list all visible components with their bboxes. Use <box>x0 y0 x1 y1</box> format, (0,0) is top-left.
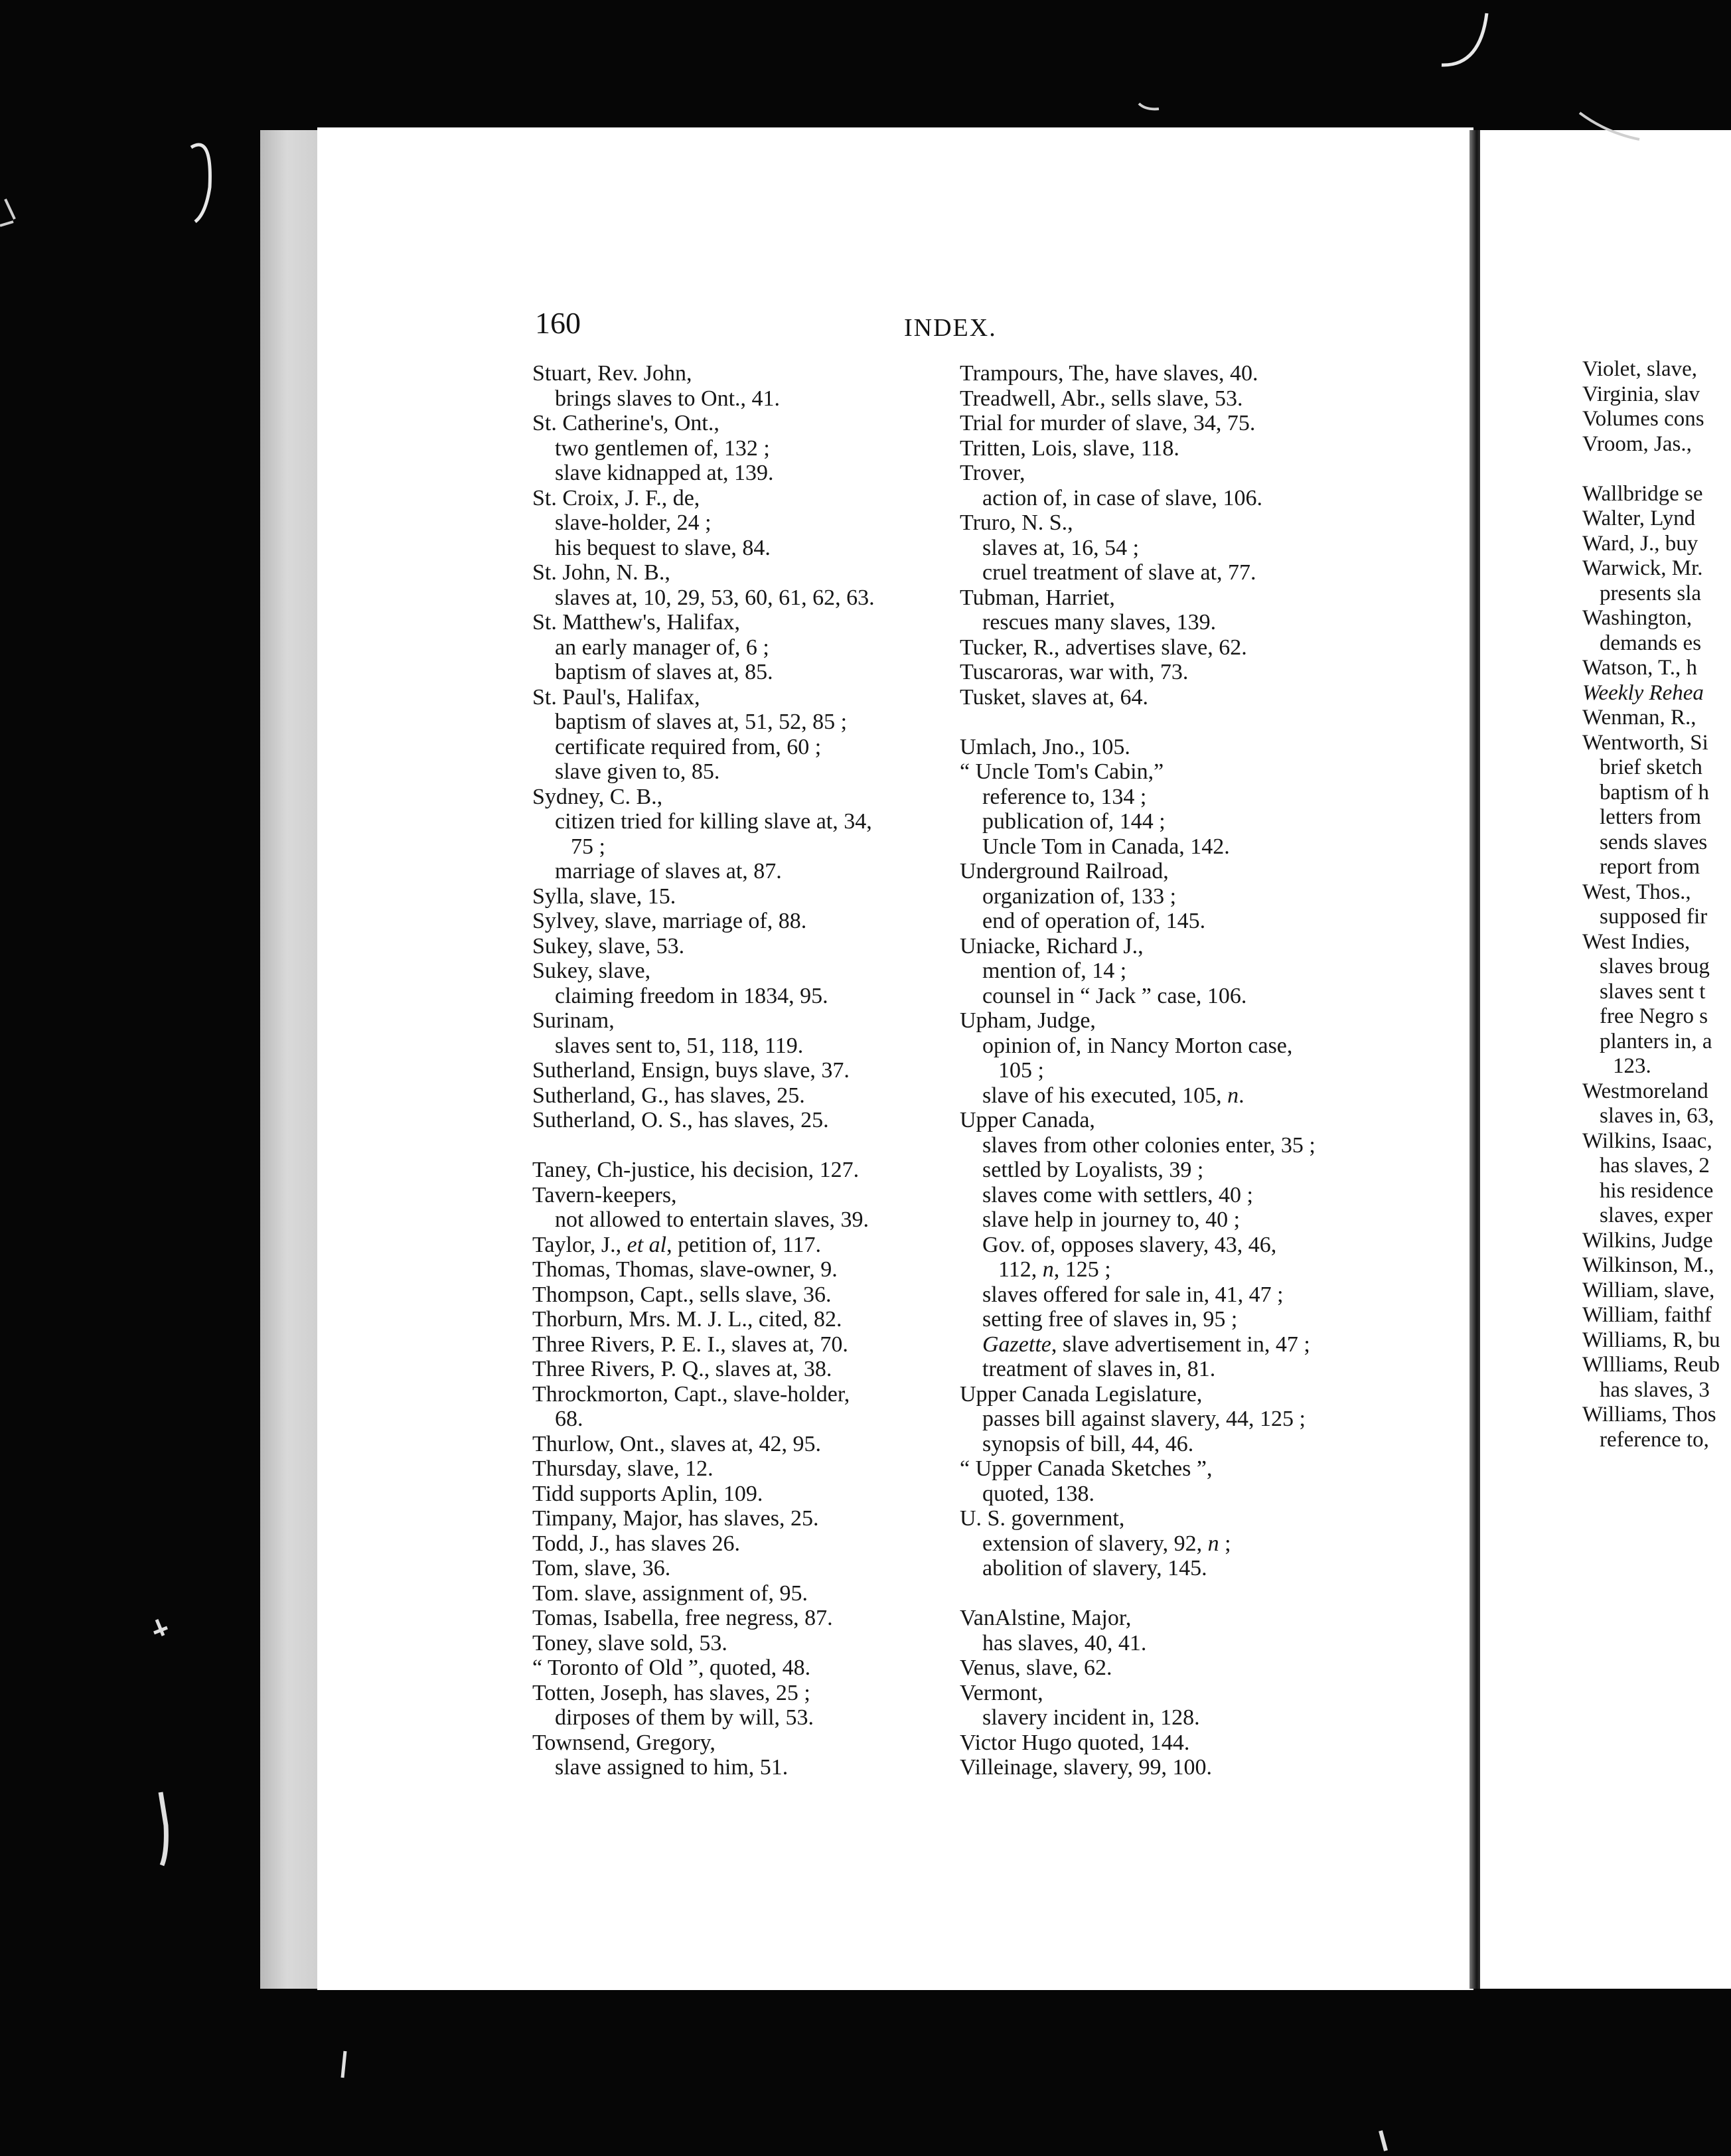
index-entry: Tritten, Lois, slave, 118. <box>960 435 1179 461</box>
index-subentry: passes bill against slavery, 44, 125 ; <box>982 1407 1306 1431</box>
index-entry: Wentworth, Si <box>1582 730 1708 755</box>
index-entry: Three Rivers, P. E. I., slaves at, 70. <box>532 1332 848 1357</box>
index-entry: “ Upper Canada Sketches ”, <box>960 1456 1213 1481</box>
index-subentry: slave-holder, 24 ; <box>555 510 712 535</box>
index-subentry: has slaves, 2 <box>1600 1154 1710 1178</box>
index-subentry: claiming freedom in 1834, 95. <box>555 983 828 1008</box>
index-entry: Wenman, R., <box>1582 706 1696 730</box>
index-subentry: action of, in case of slave, 106. <box>982 485 1263 510</box>
index-entry: Westmoreland <box>1582 1079 1708 1103</box>
index-subentry: extension of slavery, 92, n ; <box>982 1531 1231 1556</box>
index-subentry: Gov. of, opposes slavery, 43, 46, <box>982 1232 1277 1257</box>
index-entry: Thompson, Capt., sells slave, 36. <box>532 1282 832 1307</box>
index-entry: St. John, N. B., <box>532 560 670 585</box>
index-subentry: reference to, <box>1600 1427 1709 1452</box>
index-entry: Tom. slave, assignment of, 95. <box>532 1580 808 1606</box>
index-subentry: slavery incident in, 128. <box>982 1705 1200 1730</box>
index-subentry: has slaves, 3 <box>1600 1377 1710 1402</box>
index-entry: Wilkins, Isaac, <box>1582 1128 1712 1153</box>
index-entry: Tavern-keepers, <box>532 1182 677 1207</box>
index-entry: Sylvey, slave, marriage of, 88. <box>532 909 807 933</box>
index-entry: Uniacke, Richard J., <box>960 933 1144 959</box>
index-entry: St. Croix, J. F., de, <box>532 485 700 510</box>
index-entry: Sukey, slave, 53. <box>532 933 685 959</box>
index-entry: Treadwell, Abr., sells slave, 53. <box>960 386 1243 411</box>
index-entry: Tomas, Isabella, free negress, 87. <box>532 1606 833 1630</box>
index-subentry: slaves come with settlers, 40 ; <box>982 1182 1253 1207</box>
index-entry: Williams, Thos <box>1582 1403 1716 1426</box>
index-entry: St. Catherine's, Ont., <box>532 411 719 435</box>
index-subentry: slaves in, 63, <box>1600 1104 1714 1128</box>
index-subentry: slaves at, 10, 29, 53, 60, 61, 62, 63. <box>555 585 875 610</box>
index-subentry: end of operation of, 145. <box>982 909 1206 933</box>
index-entry: Truro, N. S., <box>960 510 1073 535</box>
index-subentry: abolition of slavery, 145. <box>982 1556 1207 1580</box>
index-entry: Tuscaroras, war with, 73. <box>960 660 1189 684</box>
index-entry: Walter, Lynd <box>1582 506 1696 530</box>
index-entry: Umlach, Jno., 105. <box>960 734 1130 759</box>
index-entry: Todd, J., has slaves 26. <box>532 1531 741 1556</box>
index-subentry: mention of, 14 ; <box>982 959 1127 983</box>
index-subentry: 123. <box>1613 1054 1651 1078</box>
index-subentry: report from <box>1600 855 1700 879</box>
index-entry: Sydney, C. B., <box>532 784 663 809</box>
index-entry: Surinam, <box>532 1008 615 1033</box>
index-subentry: baptism of slaves at, 85. <box>555 660 773 684</box>
index-subentry: brings slaves to Ont., 41. <box>555 386 781 411</box>
index-subentry: 105 ; <box>998 1058 1044 1083</box>
index-subentry: slave help in journey to, 40 ; <box>982 1207 1241 1232</box>
index-entry: Wllliams, Reub <box>1582 1353 1720 1377</box>
index-entry: Throckmorton, Capt., slave-holder, <box>532 1381 850 1407</box>
index-entry: Upper Canada, <box>960 1108 1095 1132</box>
index-subentry: baptism of slaves at, 51, 52, 85 ; <box>555 710 848 734</box>
index-subentry: slaves offered for sale in, 41, 47 ; <box>982 1282 1284 1307</box>
index-subentry: his residence <box>1600 1178 1714 1203</box>
index-subentry: marriage of slaves at, 87. <box>555 859 782 884</box>
index-entry: Ward, J., buy <box>1582 531 1698 556</box>
index-subentry: 112, n, 125 ; <box>998 1257 1111 1282</box>
index-entry: Watson, T., h <box>1582 656 1698 680</box>
index-subentry: certificate required from, 60 ; <box>555 734 822 759</box>
index-entry: Wallbridge se <box>1582 481 1703 506</box>
index-entry: Wilkins, Judge <box>1582 1228 1713 1253</box>
index-entry: “ Toronto of Old ”, quoted, 48. <box>532 1656 811 1680</box>
index-entry: Vermont, <box>960 1680 1043 1705</box>
index-entry: Underground Railroad, <box>960 859 1169 884</box>
index-entry: West, Thos., <box>1582 880 1691 904</box>
index-subentry: planters in, a <box>1600 1029 1712 1053</box>
index-entry: Stuart, Rev. John, <box>532 361 692 386</box>
index-entry: Villeinage, slavery, 99, 100. <box>960 1755 1213 1780</box>
index-entry: Violet, slave, <box>1582 357 1698 381</box>
index-subentry: Uncle Tom in Canada, 142. <box>982 834 1230 859</box>
index-entry: Wilkinson, M., <box>1582 1253 1714 1277</box>
index-entry: VanAlstine, Major, <box>960 1606 1132 1630</box>
index-subentry: publication of, 144 ; <box>982 809 1166 834</box>
index-subentry: quoted, 138. <box>982 1481 1095 1506</box>
index-subentry: organization of, 133 ; <box>982 884 1177 909</box>
index-subentry: letters from <box>1600 805 1702 829</box>
index-subentry: treatment of slaves in, 81. <box>982 1357 1216 1381</box>
index-entry: Sutherland, Ensign, buys slave, 37. <box>532 1058 850 1083</box>
index-subentry: not allowed to entertain slaves, 39. <box>555 1207 869 1232</box>
index-entry: Vroom, Jas., <box>1582 431 1692 456</box>
index-entry: Virginia, slav <box>1582 382 1700 406</box>
index-subentry: baptism of h <box>1600 780 1709 805</box>
index-subentry: an early manager of, 6 ; <box>555 635 769 660</box>
index-entry: U. S. government, <box>960 1506 1125 1531</box>
page-number: 160 <box>535 306 581 340</box>
index-subentry: slaves, exper <box>1600 1203 1713 1227</box>
index-entry: Sylla, slave, 15. <box>532 884 676 909</box>
index-entry: Thurlow, Ont., slaves at, 42, 95. <box>532 1431 822 1456</box>
index-entry: Upper Canada Legislature, <box>960 1381 1203 1407</box>
index-subentry: slaves at, 16, 54 ; <box>982 535 1140 560</box>
index-subentry: slave given to, 85. <box>555 759 720 784</box>
index-entry: Tidd supports Aplin, 109. <box>532 1481 763 1506</box>
index-entry: William, faithf <box>1582 1303 1712 1327</box>
index-entry: Upham, Judge, <box>960 1008 1096 1033</box>
index-subentry: dirposes of them by will, 53. <box>555 1705 814 1730</box>
index-subentry: two gentlemen of, 132 ; <box>555 435 770 461</box>
index-subentry: Gazette, slave advertisement in, 47 ; <box>982 1332 1310 1357</box>
index-entry: Trampours, The, have slaves, 40. <box>960 361 1258 386</box>
page-header: INDEX. <box>904 314 997 342</box>
index-subentry: rescues many slaves, 139. <box>982 610 1217 635</box>
index-entry: Weekly Rehea <box>1582 680 1704 705</box>
index-subentry: slaves broug <box>1600 955 1710 978</box>
index-entry: Thorburn, Mrs. M. J. L., cited, 82. <box>532 1307 842 1332</box>
index-entry: Timpany, Major, has slaves, 25. <box>532 1506 819 1531</box>
index-entry: William, slave, <box>1582 1278 1715 1302</box>
index-subentry: 68. <box>555 1407 583 1431</box>
index-subentry: brief sketch <box>1600 755 1702 779</box>
index-entry: Volumes cons <box>1582 407 1704 431</box>
index-subentry: settled by Loyalists, 39 ; <box>982 1158 1204 1182</box>
index-entry: Williams, R, bu <box>1582 1328 1720 1352</box>
index-entry: Tom, slave, 36. <box>532 1556 671 1580</box>
index-entry: Tusket, slaves at, 64. <box>960 684 1148 710</box>
index-entry: Sutherland, O. S., has slaves, 25. <box>532 1108 829 1132</box>
index-subentry: 75 ; <box>571 834 605 859</box>
index-subentry: citizen tried for killing slave at, 34, <box>555 809 872 834</box>
index-subentry: sends slaves <box>1600 830 1708 854</box>
index-subentry: has slaves, 40, 41. <box>982 1630 1147 1656</box>
index-entry: Trover, <box>960 461 1025 485</box>
index-entry: Thomas, Thomas, slave-owner, 9. <box>532 1257 838 1282</box>
index-subentry: synopsis of bill, 44, 46. <box>982 1431 1194 1456</box>
index-entry: West Indies, <box>1582 929 1691 954</box>
index-entry: Thursday, slave, 12. <box>532 1456 714 1481</box>
index-entry: Trial for murder of slave, 34, 75. <box>960 411 1256 435</box>
index-entry: St. Matthew's, Halifax, <box>532 610 741 635</box>
index-subentry: setting free of slaves in, 95 ; <box>982 1307 1238 1332</box>
index-subentry: slaves from other colonies enter, 35 ; <box>982 1132 1316 1158</box>
index-subentry: slave of his executed, 105, n. <box>982 1083 1244 1108</box>
index-entry: Tucker, R., advertises slave, 62. <box>960 635 1247 660</box>
index-subentry: slave assigned to him, 51. <box>555 1755 789 1780</box>
index-entry: St. Paul's, Halifax, <box>532 684 700 710</box>
index-entry: Townsend, Gregory, <box>532 1730 715 1755</box>
index-subentry: free Negro s <box>1600 1004 1708 1028</box>
index-subentry: slaves sent to, 51, 118, 119. <box>555 1033 804 1058</box>
index-subentry: his bequest to slave, 84. <box>555 535 771 560</box>
index-entry: Toney, slave sold, 53. <box>532 1630 727 1656</box>
index-subentry: slaves sent t <box>1600 979 1706 1004</box>
index-entry: “ Uncle Tom's Cabin,” <box>960 759 1164 784</box>
index-entry: Sukey, slave, <box>532 959 651 983</box>
index-entry: Victor Hugo quoted, 144. <box>960 1730 1190 1755</box>
index-subentry: demands es <box>1600 631 1702 655</box>
index-entry: Taney, Ch-justice, his decision, 127. <box>532 1158 860 1182</box>
index-subentry: counsel in “ Jack ” case, 106. <box>982 983 1247 1008</box>
index-subentry: cruel treatment of slave at, 77. <box>982 560 1256 585</box>
index-subentry: supposed fir <box>1600 905 1708 929</box>
index-entry: Totten, Joseph, has slaves, 25 ; <box>532 1680 810 1705</box>
index-entry: Washington, <box>1582 606 1693 630</box>
index-entry: Tubman, Harriet, <box>960 585 1115 610</box>
index-entry: Venus, slave, 62. <box>960 1656 1112 1680</box>
index-subentry: slave kidnapped at, 139. <box>555 461 774 485</box>
index-entry: Warwick, Mr. <box>1582 556 1703 580</box>
index-entry: Sutherland, G., has slaves, 25. <box>532 1083 805 1108</box>
index-entry: Taylor, J., et al, petition of, 117. <box>532 1232 822 1257</box>
index-subentry: opinion of, in Nancy Morton case, <box>982 1033 1293 1058</box>
index-entry: Three Rivers, P. Q., slaves at, 38. <box>532 1357 832 1381</box>
index-subentry: presents sla <box>1600 581 1702 605</box>
index-subentry: reference to, 134 ; <box>982 784 1147 809</box>
